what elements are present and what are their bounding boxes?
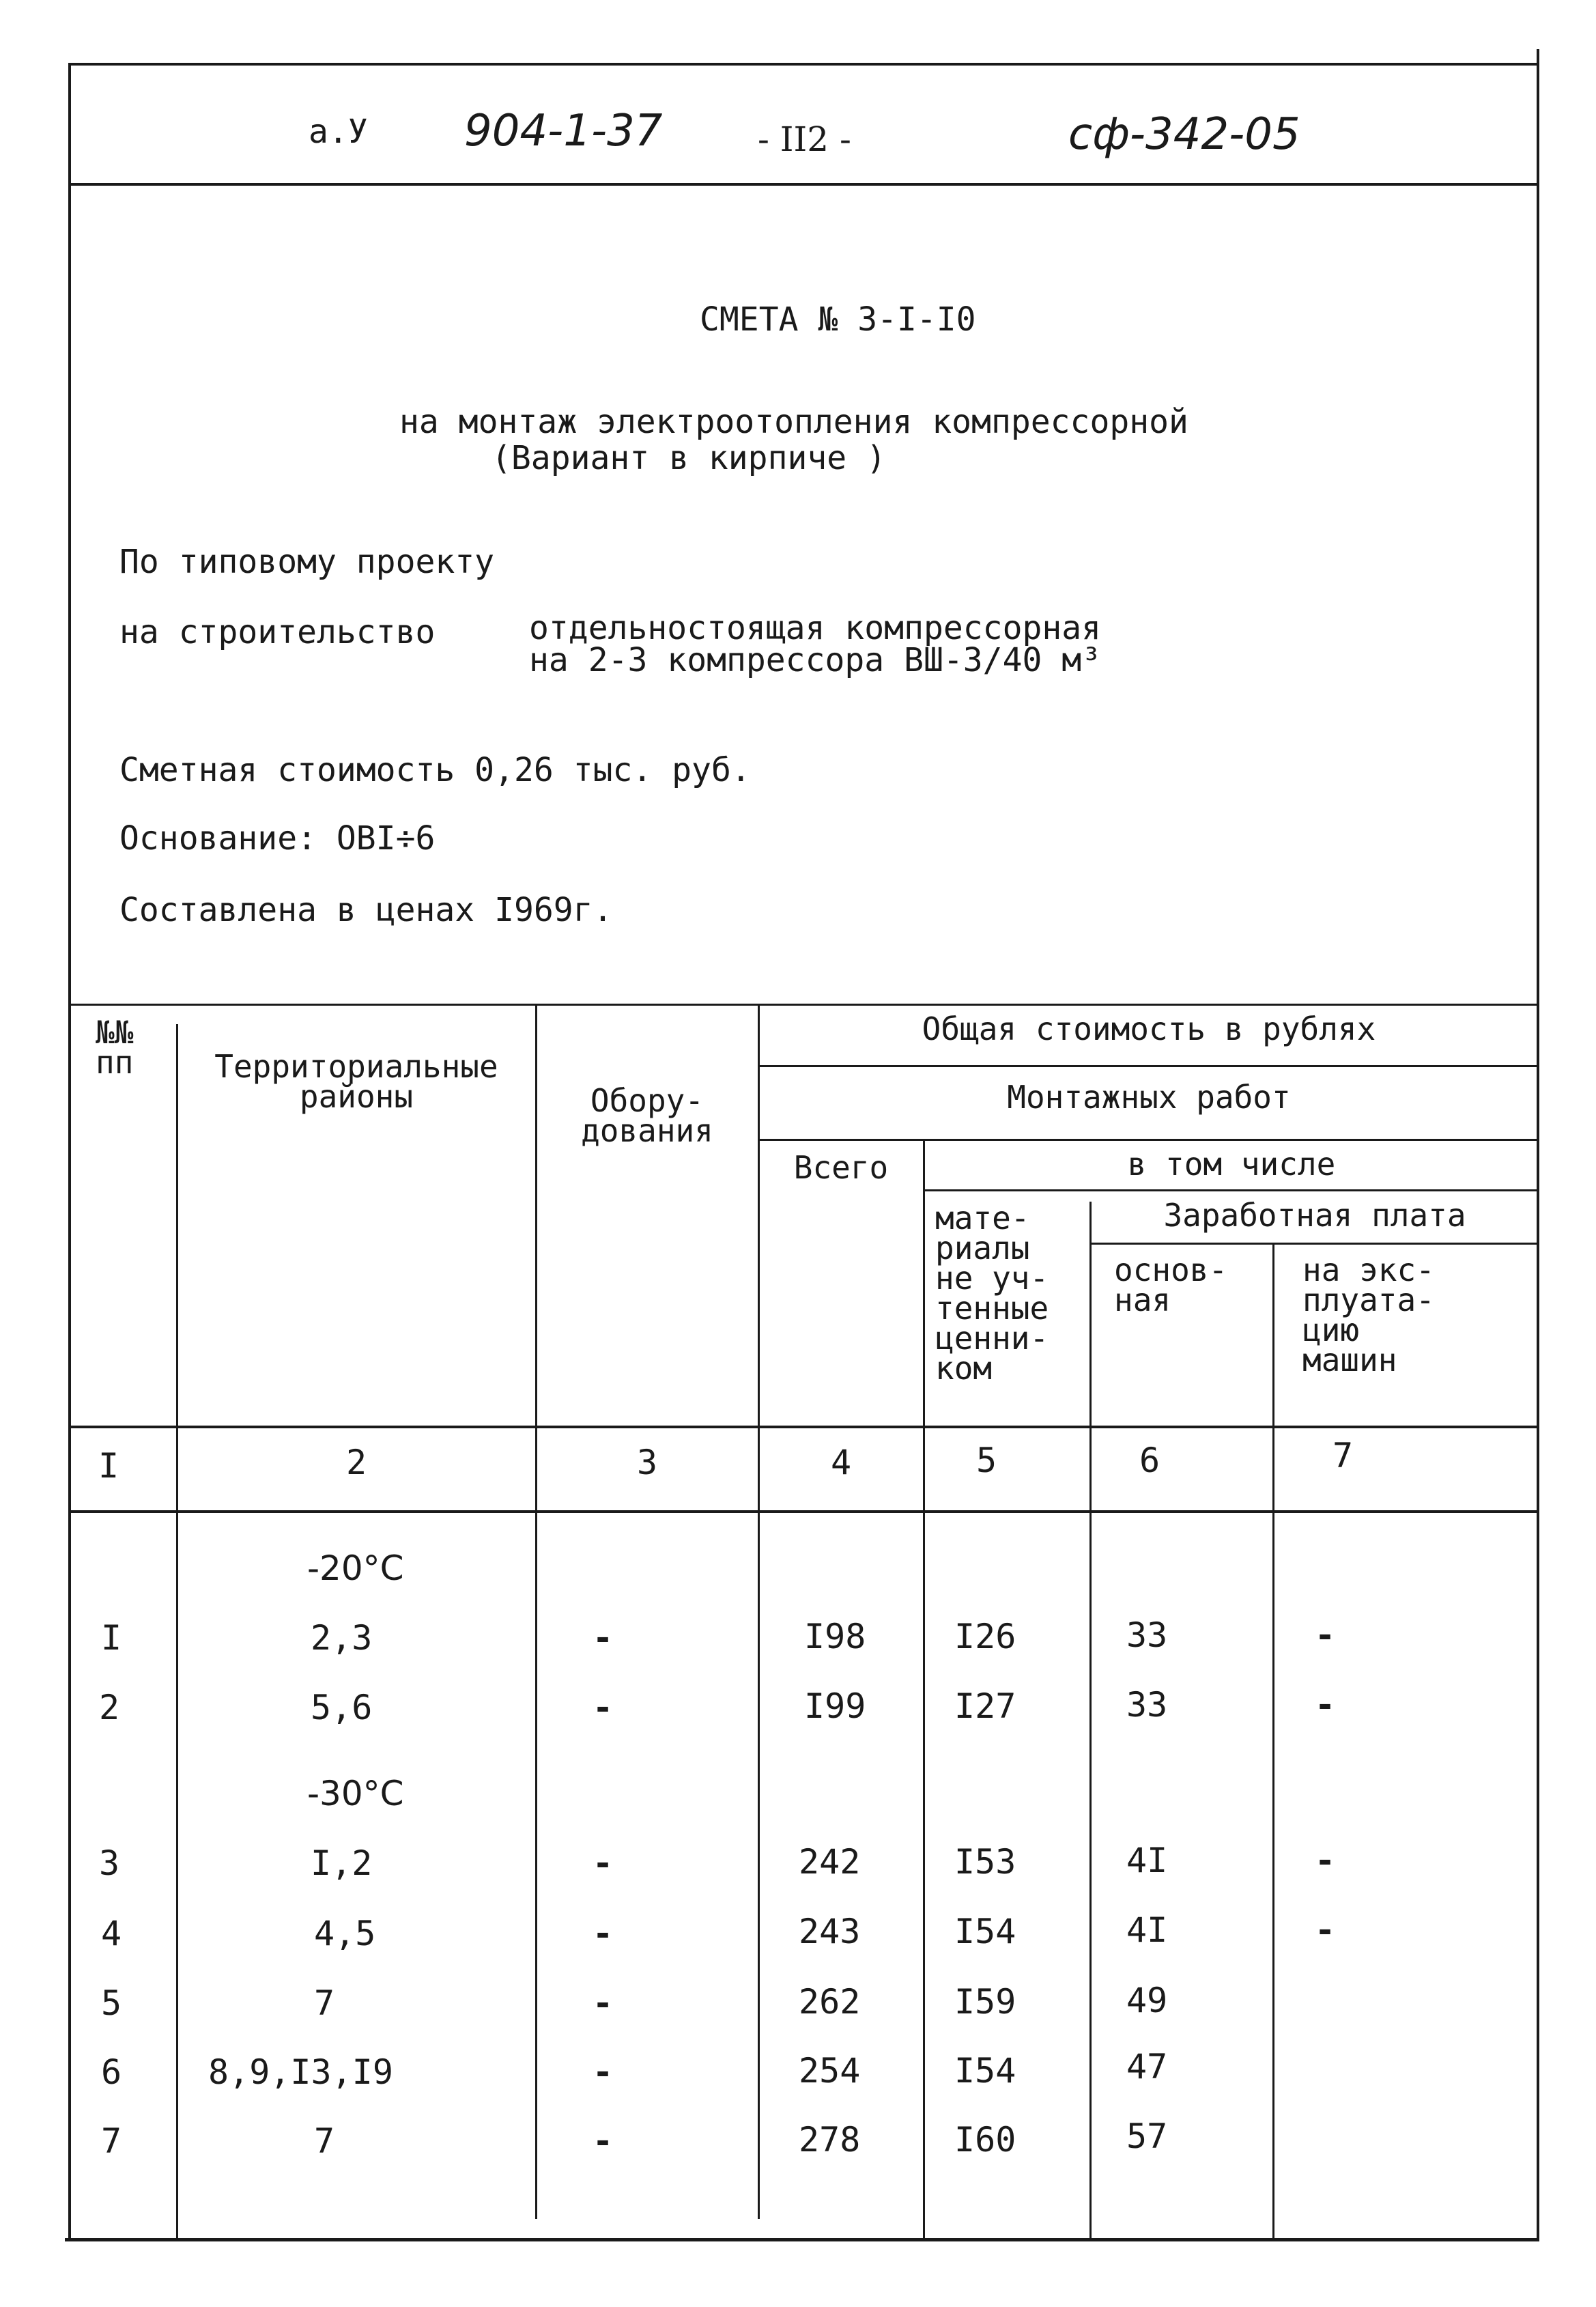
column-number-4: 4 <box>830 1443 852 1482</box>
row-5-num: 5 <box>101 1983 122 2023</box>
wages-line <box>1089 1243 1539 1245</box>
row-3-num: 3 <box>99 1843 120 1883</box>
row-7-equipment: - <box>593 2121 614 2161</box>
header-bottom-line <box>68 1426 1539 1428</box>
row-2-num: 2 <box>99 1688 120 1727</box>
header-equipment: Обору- дования <box>581 1082 713 1149</box>
album-code: а.У <box>309 113 368 151</box>
header-regions: Территориальные районы <box>214 1048 498 1115</box>
frame-bottom <box>65 2238 1539 2241</box>
col-divider-4 <box>923 1139 925 2239</box>
estimate-variant: (Вариант в кирпиче ) <box>491 439 886 477</box>
row-6-total: 254 <box>799 2051 861 2091</box>
col-divider-1 <box>176 1024 178 2239</box>
row-7-materials: I60 <box>954 2120 1016 2160</box>
estimate-subtitle: на монтаж электроотопления компрессорной <box>399 403 1188 441</box>
row-1-materials: I26 <box>954 1617 1016 1656</box>
row-4-total: 243 <box>799 1912 861 1951</box>
header-num: №№ пп <box>96 1014 134 1081</box>
row-5-basic: 49 <box>1126 1981 1168 2020</box>
construction-label: на строительство <box>119 613 436 651</box>
document-code: сф-342-05 <box>1068 109 1300 160</box>
row-3-total: 242 <box>799 1842 861 1882</box>
project-label: По типовому проекту <box>119 543 495 581</box>
row-1-num: I <box>101 1618 122 1658</box>
row-7-basic: 57 <box>1126 2117 1168 2156</box>
basis-line: Основание: ОВI÷6 <box>119 819 436 858</box>
total-line <box>758 1139 1539 1141</box>
header-materials: мате- риалы не уч- тенные ценни- ком <box>935 1200 1049 1387</box>
row-5-materials: I59 <box>954 1982 1016 2022</box>
row-4-materials: I54 <box>954 1912 1016 1951</box>
row-3-materials: I53 <box>954 1842 1016 1882</box>
group-label-minus-20: -20°C <box>307 1548 404 1588</box>
construction-line-1: отдельностоящая компрессорная <box>529 609 1102 647</box>
row-5-region: 7 <box>314 1983 335 2023</box>
column-number-5: 5 <box>975 1441 997 1480</box>
row-2-materials: I27 <box>954 1686 1016 1726</box>
col-divider-5 <box>1089 1202 1092 2239</box>
col-divider-3 <box>758 1004 760 2219</box>
row-1-basic: 33 <box>1126 1615 1168 1655</box>
group-label-minus-30: -30°C <box>307 1774 404 1813</box>
col-divider-6 <box>1272 1243 1274 2239</box>
row-4-machines: - <box>1315 1910 1336 1950</box>
row-7-region: 7 <box>314 2121 335 2161</box>
row-7-total: 278 <box>799 2120 861 2160</box>
row-1-machines: - <box>1315 1615 1336 1655</box>
cost-line: Сметная стоимость 0,26 тыс. руб. <box>119 751 751 789</box>
prices-line: Составлена в ценах I969г. <box>119 891 613 929</box>
construction-line-2: на 2-3 компрессора ВШ-3/40 м³ <box>529 641 1102 679</box>
row-3-machines: - <box>1315 1841 1336 1880</box>
installation-line <box>758 1065 1539 1067</box>
frame-top <box>68 63 1539 66</box>
header-including: в том числе <box>1127 1146 1336 1183</box>
row-4-basic: 4I <box>1126 1910 1168 1950</box>
column-number-2: 2 <box>345 1443 367 1482</box>
row-1-total: I98 <box>804 1617 866 1656</box>
row-6-num: 6 <box>101 2052 122 2092</box>
header-wages-machines: на экс- плуата- цию машин <box>1302 1251 1435 1378</box>
column-number-1: I <box>98 1446 119 1486</box>
row-4-equipment: - <box>593 1914 614 1953</box>
stamp-divider <box>68 183 1539 186</box>
row-4-region: 4,5 <box>314 1914 376 1953</box>
project-number: 904-1-37 <box>464 106 663 156</box>
column-number-7: 7 <box>1332 1436 1354 1475</box>
row-3-region: I,2 <box>311 1843 373 1883</box>
row-6-basic: 47 <box>1126 2047 1168 2086</box>
row-2-machines: - <box>1315 1685 1336 1725</box>
row-7-num: 7 <box>101 2121 122 2161</box>
row-2-region: 5,6 <box>311 1688 373 1727</box>
table-top-line <box>68 1004 1539 1006</box>
row-2-equipment: - <box>593 1688 614 1727</box>
row-6-equipment: - <box>593 2052 614 2092</box>
row-1-equipment: - <box>593 1618 614 1658</box>
header-wages-basic: основ- ная <box>1114 1251 1228 1318</box>
page-number: - II2 - <box>758 119 851 159</box>
header-wages: Заработная плата <box>1163 1197 1466 1234</box>
estimate-title: СМЕТА № 3-I-I0 <box>700 300 976 339</box>
row-6-region: 8,9,I3,I9 <box>208 2052 393 2092</box>
numbers-bottom-line <box>68 1510 1539 1513</box>
row-2-total: I99 <box>804 1686 866 1726</box>
row-1-region: 2,3 <box>311 1618 373 1658</box>
frame-right <box>1537 49 1539 2241</box>
header-installation: Монтажных работ <box>1007 1079 1291 1116</box>
frame-left <box>68 63 71 2241</box>
row-2-basic: 33 <box>1126 1685 1168 1725</box>
row-3-basic: 4I <box>1126 1841 1168 1880</box>
column-number-6: 6 <box>1139 1441 1160 1480</box>
row-5-total: 262 <box>799 1982 861 2022</box>
row-3-equipment: - <box>593 1843 614 1883</box>
header-total-cost: Общая стоимость в рублях <box>922 1010 1376 1047</box>
col-divider-2 <box>535 1004 537 2219</box>
column-number-3: 3 <box>636 1443 658 1482</box>
row-5-equipment: - <box>593 1983 614 2023</box>
including-line <box>923 1189 1539 1191</box>
header-total: Всего <box>793 1149 889 1186</box>
row-4-num: 4 <box>101 1914 122 1953</box>
row-6-materials: I54 <box>954 2051 1016 2091</box>
